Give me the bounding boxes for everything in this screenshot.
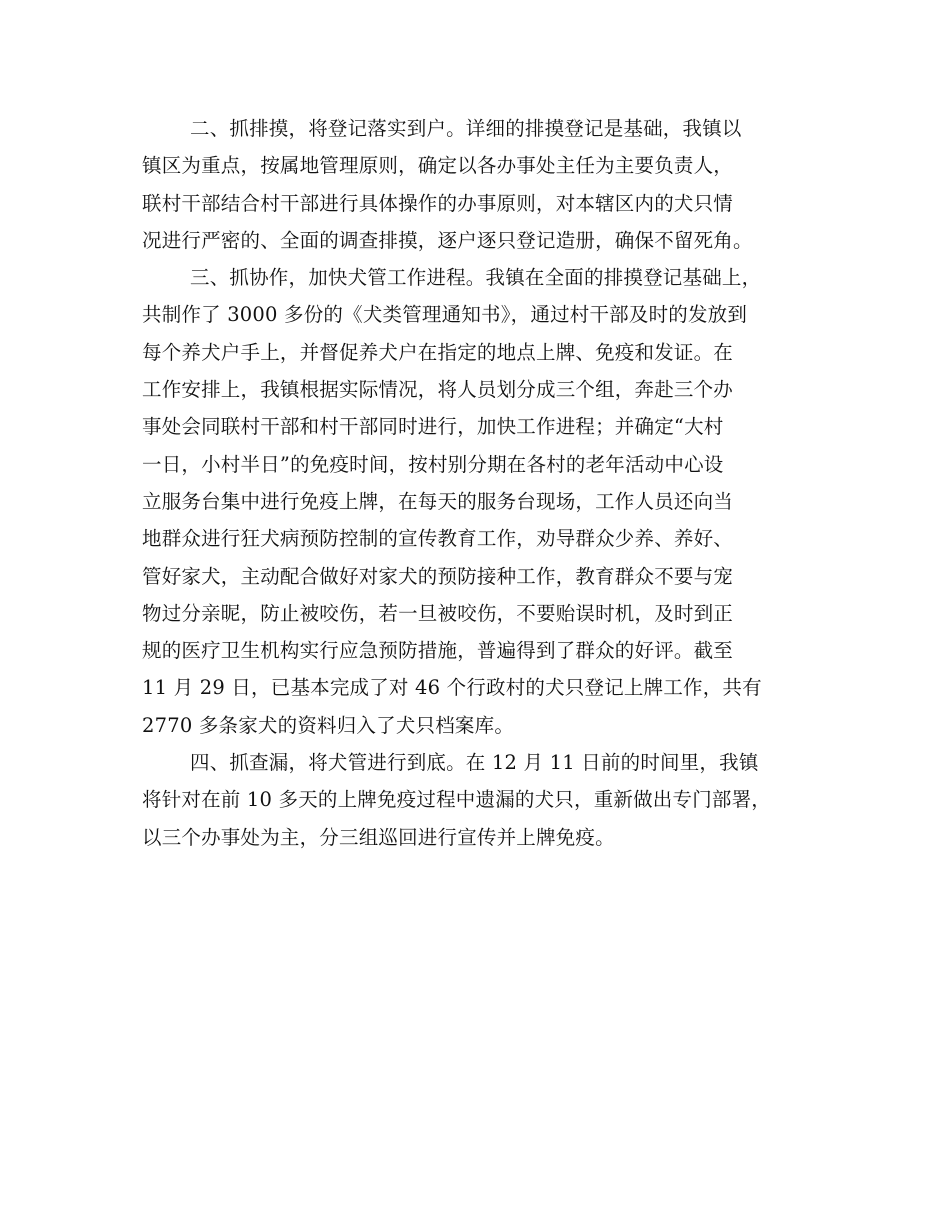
text-line: 三、抓协作，加快犬管工作进程。我镇在全面的排摸登记基础上，: [190, 266, 762, 290]
paragraph-section-two: [142, 110, 822, 259]
text-line: 工作安排上，我镇根据实际情况，将人员划分成三个组，奔赴三个办: [142, 378, 734, 402]
paragraph-section-three: [142, 259, 822, 744]
text-line: 镇区为重点，按属地管理原则，确定以各办事处主任为主要负责人，: [142, 154, 734, 178]
text-line: 物过分亲昵，防止被咬伤，若一旦被咬伤，不要贻误时机，及时到正: [142, 601, 734, 625]
text-line: 规的医疗卫生机构实行应急预防措施，普遍得到了群众的好评。截至: [142, 639, 734, 663]
text-line: 11 月 29 日，已基本完成了对 46 个行政村的犬只登记上牌工作，共有: [142, 676, 762, 700]
text-line: 四、抓查漏，将犬管进行到底。在 12 月 11 日前的时间里，我镇: [190, 751, 759, 775]
text-line: 事处会同联村干部和村干部同时进行，加快工作进程；并确定“大村: [142, 415, 724, 439]
text-line: 每个养犬户手上，并督促养犬户在指定的地点上牌、免疫和发证。在: [142, 340, 734, 364]
text-line: 二、抓排摸，将登记落实到户。详细的排摸登记是基础，我镇以: [190, 117, 742, 140]
text-line: 以三个办事处为主，分三组巡回进行宣传并上牌免疫。: [142, 825, 615, 849]
text-line: 将针对在前 10 多天的上牌免疫过程中遗漏的犬只，重新做出专门部署，: [142, 788, 772, 812]
text-line: 共制作了 3000 多份的《犬类管理通知书》，通过村干部及时的发放到: [142, 303, 748, 327]
paragraph-section-four: [142, 744, 822, 856]
text-line: 立服务台集中进行免疫上牌，在每天的服务台现场，工作人员还向当: [142, 489, 734, 513]
text-line: 管好家犬，主动配合做好对家犬的预防接种工作，教育群众不要与宠: [142, 564, 734, 588]
text-line: 况进行严密的、全面的调查排摸，逐户逐只登记造册，确保不留死角。: [142, 228, 753, 252]
document-body: [142, 110, 822, 856]
text-line: 联村干部结合村干部进行具体操作的办事原则，对本辖区内的犬只情: [142, 191, 734, 215]
text-line: 一日，小村半日”的免疫时间，按村别分期在各村的老年活动中心设: [142, 452, 724, 476]
text-line: 地群众进行狂犬病预防控制的宣传教育工作，劝导群众少养、养好、: [142, 527, 734, 551]
text-line: 2770 多条家犬的资料归入了犬只档案库。: [142, 713, 515, 737]
